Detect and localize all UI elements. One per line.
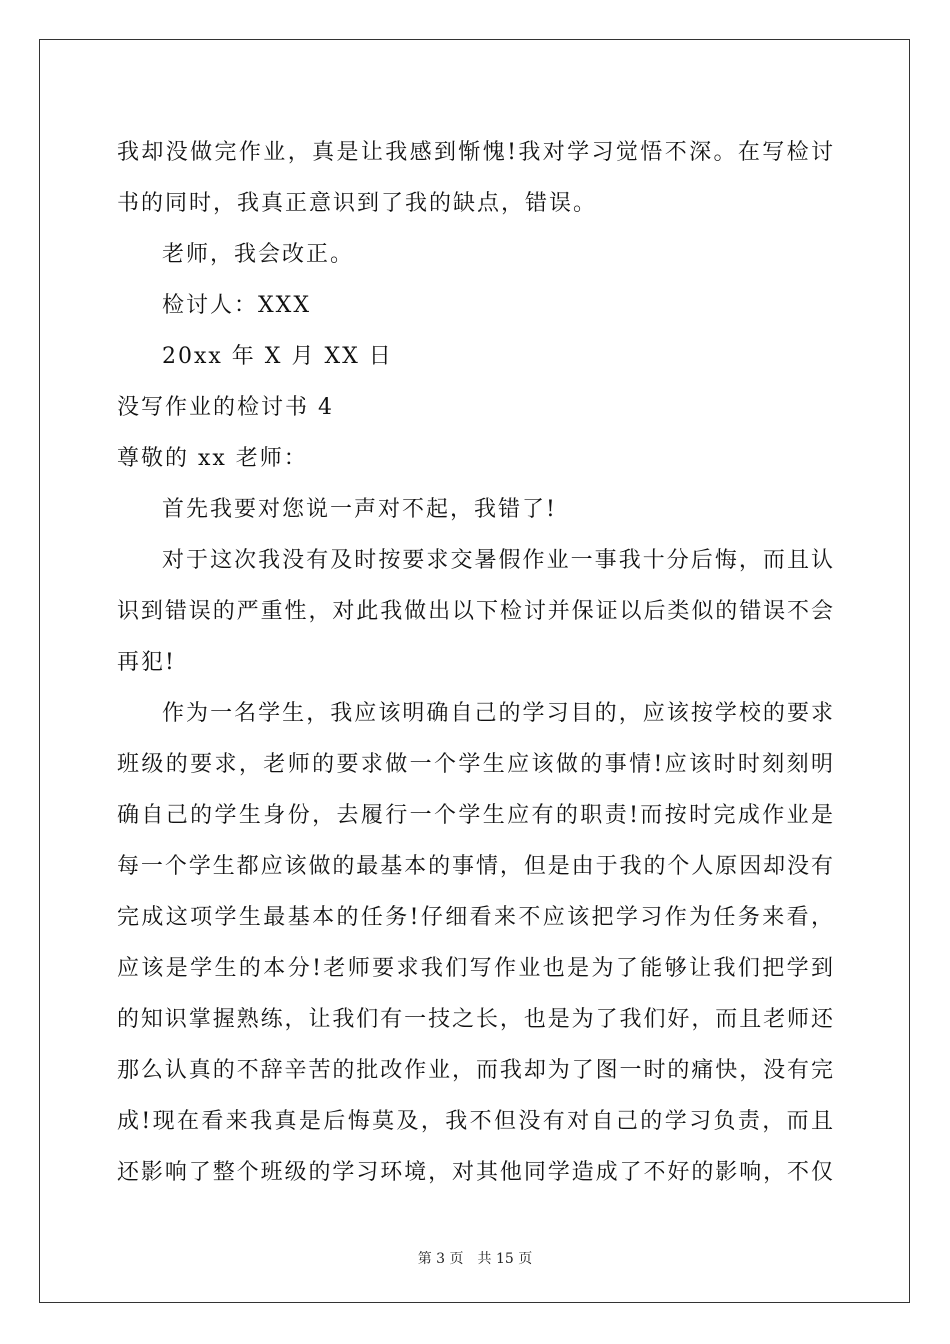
text-line: 对于这次我没有及时按要求交暑假作业一事我十分后悔，而且认 <box>162 548 833 573</box>
text-line: 还影响了整个班级的学习环境，对其他同学造成了不好的影响，不仅 <box>117 1160 833 1185</box>
text-line: 再犯! <box>117 650 176 675</box>
date-line: 20xx 年 X 月 XX 日 <box>162 344 393 369</box>
section-title: 没写作业的检讨书 4 <box>117 395 334 420</box>
text-line: 首先我要对您说一声对不起，我错了! <box>162 497 557 522</box>
text-line: 的知识掌握熟练，让我们有一技之长，也是为了我们好，而且老师还 <box>117 1007 833 1032</box>
text-line: 确自己的学生身份，去履行一个学生应有的职责!而按时完成作业是 <box>117 803 833 828</box>
text-line: 应该是学生的本分!老师要求我们写作业也是为了能够让我们把学到 <box>117 956 833 981</box>
text-line: 老师，我会改正。 <box>162 242 355 267</box>
page-number: 第 3 页 共 15 页 <box>417 1251 533 1267</box>
text-line: 我却没做完作业，真是让我感到惭愧!我对学习觉悟不深。在写检讨 <box>117 140 833 165</box>
text-line: 那么认真的不辞辛苦的批改作业，而我却为了图一时的痛快，没有完 <box>117 1058 833 1083</box>
text-line: 完成这项学生最基本的任务!仔细看来不应该把学习作为任务来看， <box>117 905 833 930</box>
text-line: 成!现在看来我真是后悔莫及，我不但没有对自己的学习负责，而且 <box>117 1109 833 1134</box>
text-line: 每一个学生都应该做的最基本的事情，但是由于我的个人原因却没有 <box>117 854 833 879</box>
document-body <box>117 127 833 1198</box>
text-line: 识到错误的严重性，对此我做出以下检讨并保证以后类似的错误不会 <box>117 599 833 624</box>
text-line: 书的同时，我真正意识到了我的缺点，错误。 <box>117 191 598 216</box>
salutation: 尊敬的 xx 老师： <box>117 446 308 471</box>
text-line: 作为一名学生，我应该明确自己的学习目的，应该按学校的要求 <box>162 701 833 726</box>
signature-line: 检讨人：XXX <box>162 293 311 318</box>
text-line: 班级的要求，老师的要求做一个学生应该做的事情!应该时时刻刻明 <box>117 752 833 777</box>
